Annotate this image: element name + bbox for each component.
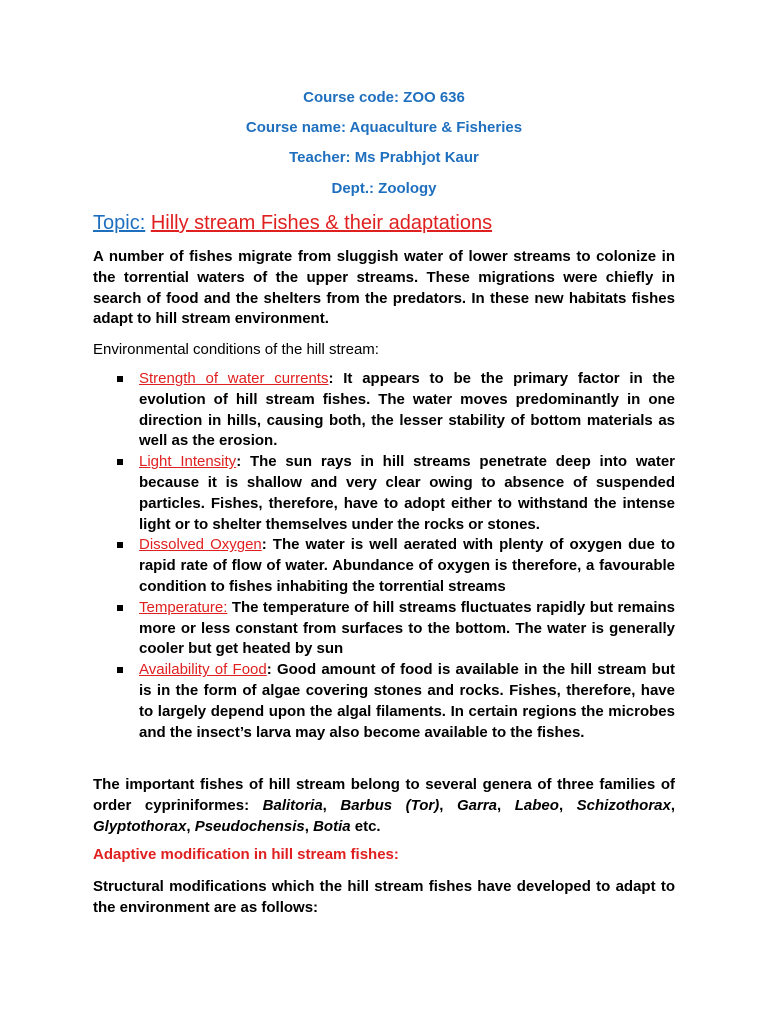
condition-text: : The water is well aerated with plenty of oxygen due to rapid rate of flow of water. Abundance of oxygen is therefore, a favourable condition to fishes inhabiting the torrential streams xyxy=(139,536,675,595)
department: Dept.: Zoology xyxy=(331,180,437,197)
list-item xyxy=(93,535,675,597)
condition-text: : The sun rays in hill streams penetrate deep into water because it is shallow and very clear owing to absence of suspended particles. Fishes, therefore, have to adopt either to withstand the intense light or to shelter themselves under the rocks or stones. xyxy=(139,453,676,533)
genus: Barbus (Tor) xyxy=(340,796,440,814)
genus: Labeo xyxy=(514,796,559,814)
list-item xyxy=(93,660,675,743)
adaptive-heading: Adaptive modification in hill stream fishes: xyxy=(93,846,399,863)
course-name: Course name: Aquaculture & Fisheries xyxy=(245,119,523,136)
condition-text: The temperature of hill streams fluctuates rapidly but remains more or less constant from surfaces to the bottom. The water is generally cooler but get heated by sun xyxy=(139,598,675,658)
genus: Schizothorax xyxy=(576,796,671,814)
list-item xyxy=(93,598,675,660)
families-paragraph: The important fishes of hill stream belong to several genera of three families of order cypriniformes: Balitoria, Barbus (Tor), Garra, Labeo, Schizothorax, Glyptothorax, Pseudochensis, Botia etc. xyxy=(93,776,676,835)
topic-title: Hilly stream Fishes & their adaptations xyxy=(150,212,493,234)
conditions-list xyxy=(93,369,675,743)
condition-text: : Good amount of food is available in the hill stream but is in the form of algae covering stones and rocks. Fishes, therefore, have to largely depend upon the algal filaments. In certain regions the microbes and the insect’s larva may also become available to the fishes. xyxy=(139,661,675,741)
condition-term: Dissolved Oxygen xyxy=(139,536,262,554)
topic-heading xyxy=(93,210,492,236)
structural-paragraph: Structural modifications which the hill stream fishes have developed to adapt to the environment are as follows: xyxy=(93,878,675,916)
condition-text: : It appears to be the primary factor in the evolution of hill stream fishes. The water moves predominantly in one direction in hills, causing both, the lesser stability of bottom materials as well as the erosion. xyxy=(139,370,675,450)
condition-term: Temperature: xyxy=(139,598,228,616)
bullet-icon xyxy=(117,605,123,611)
list-item xyxy=(93,452,675,535)
condition-term: Light Intensity xyxy=(139,453,237,471)
list-item xyxy=(93,369,675,452)
genus: Balitoria xyxy=(262,796,323,814)
genus: Pseudochensis xyxy=(194,817,305,835)
bullet-icon xyxy=(117,667,123,673)
teacher: Teacher: Ms Prabhjot Kaur xyxy=(289,149,479,166)
bullet-icon xyxy=(117,376,123,382)
genus: Botia xyxy=(313,817,351,835)
genus: Garra xyxy=(456,796,498,814)
condition-term: Availability of Food xyxy=(139,661,267,679)
genus: Glyptothorax xyxy=(93,817,187,835)
course-code: Course code: ZOO 636 xyxy=(303,89,465,106)
condition-term: Strength of water currents xyxy=(139,370,329,387)
bullet-icon xyxy=(117,542,123,548)
topic-label: Topic: xyxy=(93,212,146,234)
bullet-icon xyxy=(117,459,123,465)
env-heading: Environmental conditions of the hill stream: xyxy=(93,341,379,358)
families-tail: etc. xyxy=(350,817,381,835)
intro-paragraph: A number of fishes migrate from sluggish water of lower streams to colonize in the torrential waters of the upper streams. These migrations were chiefly in search of food and the shelters from the predators. In these new habitats fishes adapt to hill stream environment. xyxy=(93,248,675,328)
families-lead: The important fishes of hill stream belong to several genera of three families of order cypriniformes: xyxy=(93,776,675,814)
